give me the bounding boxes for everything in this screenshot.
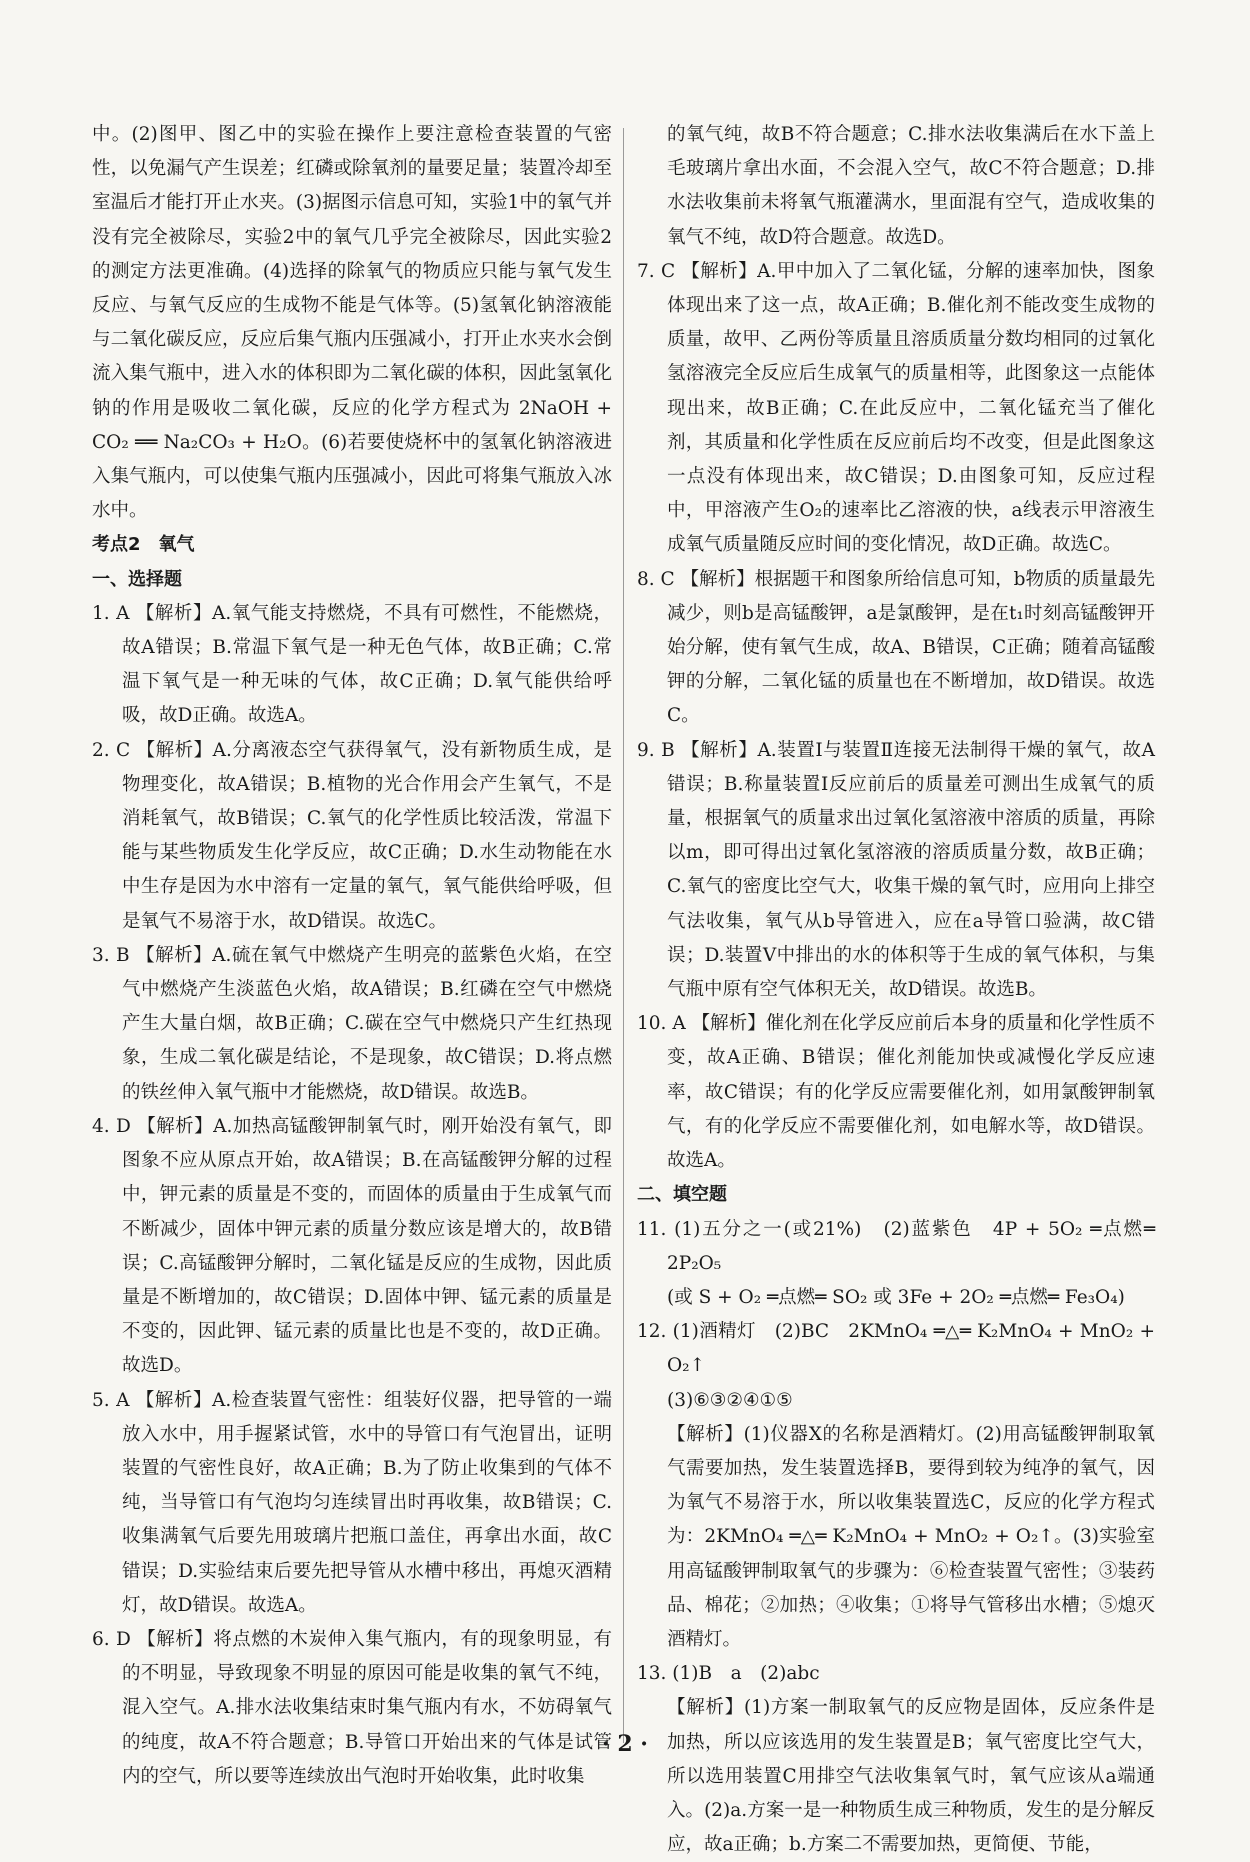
answer-item-11-line1: 11. (1)五分之一(或21%) (2)蓝紫色 4P + 5O₂ ═点燃═ 2P₂O₅	[637, 1218, 1155, 1274]
answer-item-1: 1. A 【解析】A.氧气能支持燃烧，不具有可燃性，不能燃烧，故A错误；B.常温下氧气是一种无色气体，故B正确；C.常温下氧气是一种无味的气体，故C正确；D.氧气能供给呼吸，故D正确。故选A。	[92, 602, 612, 727]
answer-item-13-line1: 13. (1)B a (2)abc	[637, 1663, 820, 1685]
answer-item-12-line2: (3)⑥③②④①⑤	[667, 1389, 793, 1411]
answer-item-12-line1: 12. (1)酒精灯 (2)BC 2KMnO₄ ═△═ K₂MnO₄ + MnO₂ + O₂↑	[637, 1321, 1155, 1377]
page-number: · 2 ·	[602, 1731, 648, 1757]
subsection-title: 一、选择题	[92, 568, 182, 590]
column-divider	[623, 128, 624, 1743]
left-column	[92, 118, 612, 1794]
answer-item-8: 8. C 【解析】根据题干和图象所给信息可知，b物质的质量最先减少，则b是高锰酸钾，a是氯酸钾，是在t₁时刻高锰酸钾开始分解，使有氧气生成，故A、B错误，C正确；随着高锰酸钾的分解，二氧化锰的质量也在不断增加，故D错误。故选C。	[637, 568, 1155, 727]
answer-item-13-analysis: 【解析】(1)方案一制取氧气的反应物是固体，反应条件是加热，所以应该选用的发生装置是B；氧气密度比空气大，所以选用装置C用排空气法收集氧气时，氧气应该从a端通入。(2)a.方案一是一种物质生成三种物质，发生的是分解反应，故a正确；b.方案二不需要加热，更简便、节能，	[667, 1697, 1155, 1856]
intro-paragraph: 中。(2)图甲、图乙中的实验在操作上要注意检查装置的气密性，以免漏气产生误差；红磷或除氧剂的量要足量；装置冷却至室温后才能打开止水夹。(3)据图示信息可知，实验1中的氧气并没有完全被除尽，实验2中的氧气几乎完全被除尽，因此实验2的测定方法更准确。(4)选择的除氧气的物质应只能与氧气发生反应、与氧气反应的生成物不能是气体等。(5)氢氧化钠溶液能与二氧化碳反应，反应后集气瓶内压强减小，打开止水夹水会倒流入集气瓶中，进入水的体积即为二氧化碳的体积，因此氢氧化钠的作用是吸收二氧化碳，反应的化学方程式为 2NaOH + CO₂ ══ Na₂CO₃ + H₂O。(6)若要使烧杯中的氢氧化钠溶液进入集气瓶内，可以使集气瓶内压强减小，因此可将集气瓶放入冰水中。	[92, 124, 612, 522]
fill-in-subsection-title: 二、填空题	[637, 1184, 727, 1206]
answer-6-continuation: 的氧气纯，故B不符合题意；C.排水法收集满后在水下盖上毛玻璃片拿出水面，不会混入空气，故C不符合题意；D.排水法收集前未将氧气瓶灌满水，里面混有空气，造成收集的氧气不纯，故D符合题意。故选D。	[667, 124, 1155, 248]
answer-item-2: 2. C 【解析】A.分离液态空气获得氧气，没有新物质生成，是物理变化，故A错误；B.植物的光合作用会产生氧气，不是消耗氧气，故B错误；C.氧气的化学性质比较活泼，常温下能与某些物质发生化学反应，故C正确；D.水生动物能在水中生存是因为水中溶有一定量的氧气，氧气能供给呼吸，但是氧气不易溶于水，故D错误。故选C。	[92, 739, 612, 932]
answer-item-5: 5. A 【解析】A.检查装置气密性：组装好仪器，把导管的一端放入水中，用手握紧试管，水中的导管口有气泡冒出，证明装置的气密性良好，故A正确；B.为了防止收集到的气体不纯，当导管口有气泡均匀连续冒出时再收集，故B错误；C.收集满氧气后要先用玻璃片把瓶口盖住，再拿出水面，故C错误；D.实验结束后要先把导管从水槽中移出，再熄灭酒精灯，故D错误。故选A。	[92, 1389, 612, 1616]
section-title: 考点2 氧气	[92, 534, 195, 556]
answer-item-11-line2: (或 S + O₂ ═点燃═ SO₂ 或 3Fe + 2O₂ ═点燃═ Fe₃O₄)	[667, 1286, 1125, 1308]
answer-item-4: 4. D 【解析】A.加热高锰酸钾制氧气时，刚开始没有氧气，即图象不应从原点开始，故A错误；B.在高锰酸钾分解的过程中，钾元素的质量是不变的，而固体的质量由于生成氧气而不断减少，固体中钾元素的质量分数应该是增大的，故B错误；C.高锰酸钾分解时，二氧化锰是反应的生成物，因此质量是不断增加的，故C错误；D.固体中钾、锰元素的质量是不变的，因此钾、锰元素的质量比也是不变的，故D正确。故选D。	[92, 1115, 612, 1377]
answer-item-7: 7. C 【解析】A.甲中加入了二氧化锰，分解的速率加快，图象体现出来了这一点，故A正确；B.催化剂不能改变生成物的质量，故甲、乙两份等质量且溶质质量分数均相同的过氧化氢溶液完全反应后生成氧气的质量相等，此图象这一点能体现出来，故B正确；C.在此反应中，二氧化锰充当了催化剂，其质量和化学性质在反应前后均不改变，但是此图象这一点没有体现出来，故C错误；D.由图象可知，反应过程中，甲溶液产生O₂的速率比乙溶液的快，a线表示甲溶液生成氧气质量随反应时间的变化情况，故D正确。故选C。	[637, 260, 1155, 556]
answer-item-3: 3. B 【解析】A.硫在氧气中燃烧产生明亮的蓝紫色火焰，在空气中燃烧产生淡蓝色火焰，故A错误；B.红磷在空气中燃烧产生大量白烟，故B正确；C.碳在空气中燃烧只产生红热现象，生成二氧化碳是结论，不是现象，故C错误；D.将点燃的铁丝伸入氧气瓶中才能燃烧，故D错误。故选B。	[92, 944, 612, 1103]
answer-item-12-analysis: 【解析】(1)仪器X的名称是酒精灯。(2)用高锰酸钾制取氧气需要加热，发生装置选择B，要得到较为纯净的氧气，因为氧气不易溶于水，所以收集装置选C，反应的化学方程式为：2KMnO₄ ═△═ K₂MnO₄ + MnO₂ + O₂↑。(3)实验室用高锰酸钾制取氧气的步骤为：⑥检查装置气密性；③装药品、棉花；②加热；④收集；①将导气管移出水槽；⑤熄灭酒精灯。	[667, 1423, 1155, 1650]
answer-item-6: 6. D 【解析】将点燃的木炭伸入集气瓶内，有的现象明显，有的不明显，导致现象不明显的原因可能是收集的氧气不纯，混入空气。A.排水法收集结束时集气瓶内有水，不妨碍氧气的纯度，故A不符合题意；B.导管口开始出来的气体是试管内的空气，所以要等连续放出气泡时开始收集，此时收集	[92, 1628, 612, 1787]
right-column	[637, 118, 1155, 1862]
answer-item-10: 10. A 【解析】催化剂在化学反应前后本身的质量和化学性质不变，故A正确、B错误；催化剂能加快或减慢化学反应速率，故C错误；有的化学反应需要催化剂，如用氯酸钾制氧气，有的化学反应不需要催化剂，如电解水等，故D错误。故选A。	[637, 1013, 1155, 1172]
answer-item-9: 9. B 【解析】A.装置Ⅰ与装置Ⅱ连接无法制得干燥的氧气，故A错误；B.称量装置Ⅰ反应前后的质量差可测出生成氧气的质量，根据氧气的质量求出过氧化氢溶液中溶质的质量，再除以m，即可得出过氧化氢溶液的溶质质量分数，故B正确；C.氧气的密度比空气大，收集干燥的氧气时，应用向上排空气法收集，氧气从b导管进入，应在a导管口验满，故C错误；D.装置Ⅴ中排出的水的体积等于生成的氧气体积，与集气瓶中原有空气体积无关，故D错误。故选B。	[637, 739, 1155, 1001]
